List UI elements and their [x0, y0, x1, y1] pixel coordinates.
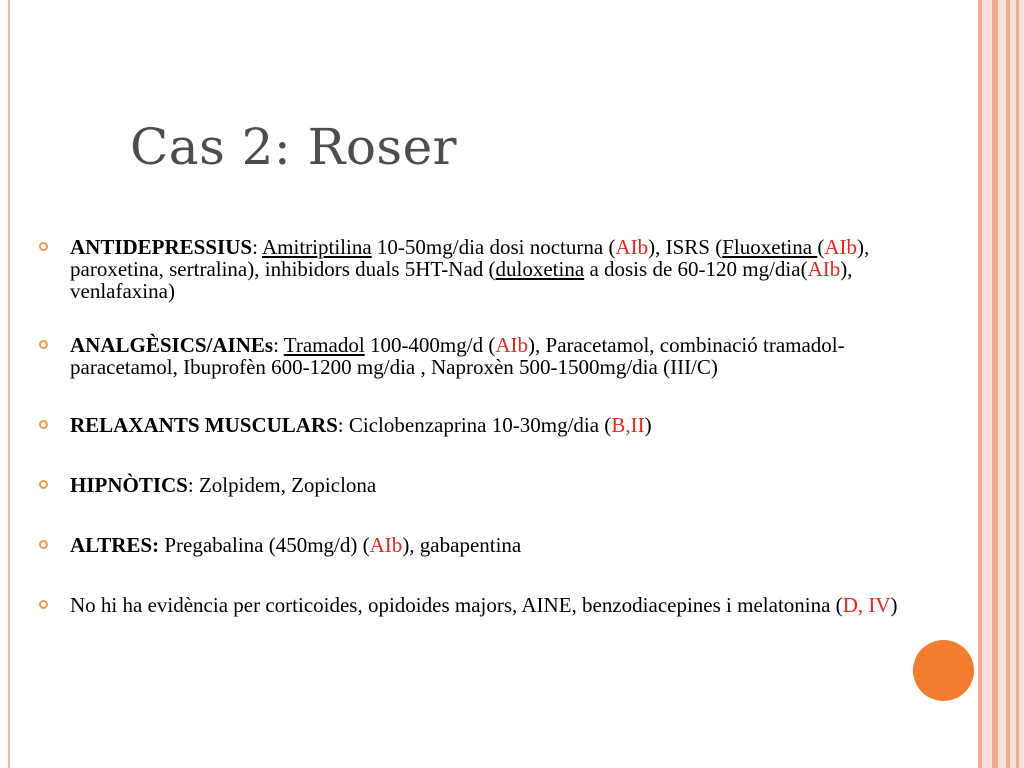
left-border-line: [8, 0, 10, 768]
bullet-icon: [39, 600, 48, 609]
right-border-line: [1016, 0, 1019, 768]
right-border-line: [978, 0, 982, 768]
bullet-icon: [39, 340, 48, 349]
list-item-hipnotics: HIPNÒTICS: Zolpidem, Zopiclona: [38, 474, 938, 496]
decorative-circle: [913, 640, 974, 701]
bullet-list: [38, 226, 938, 616]
list-item-antidepressius: ANTIDEPRESSIUS: Amitriptilina 10-50mg/dia dosi nocturna (AIb), ISRS (Fluoxetina (AIb), paroxetina, sertralina), inhibidors duals 5HT-Nad (duloxetina a dosis de 60-120 mg/dia(AIb), venlafaxina): [38, 236, 938, 302]
right-border-line: [1006, 0, 1010, 768]
list-item-no-evidencia: No hi ha evidència per corticoides, opidoides majors, AINE, benzodiacepines i melatonina (D, IV): [38, 594, 938, 616]
bullet-icon: [39, 420, 48, 429]
bullet-icon: [39, 242, 48, 251]
bullet-icon: [39, 540, 48, 549]
bullet-icon: [39, 480, 48, 489]
list-item-altres: ALTRES: Pregabalina (450mg/d) (AIb), gabapentina: [38, 534, 938, 556]
list-item-relaxants: RELAXANTS MUSCULARS: Ciclobenzaprina 10-30mg/dia (B,II): [38, 414, 938, 436]
list-item-analgesics: ANALGÈSICS/AINEs: Tramadol 100-400mg/d (AIb), Paracetamol, combinació tramadol-paracetamol, Ibuprofèn 600-1200 mg/dia , Naproxèn 500-1500mg/dia (III/C): [38, 334, 938, 378]
right-border-line: [992, 0, 998, 768]
slide-title: Cas 2: Roser: [130, 118, 458, 176]
